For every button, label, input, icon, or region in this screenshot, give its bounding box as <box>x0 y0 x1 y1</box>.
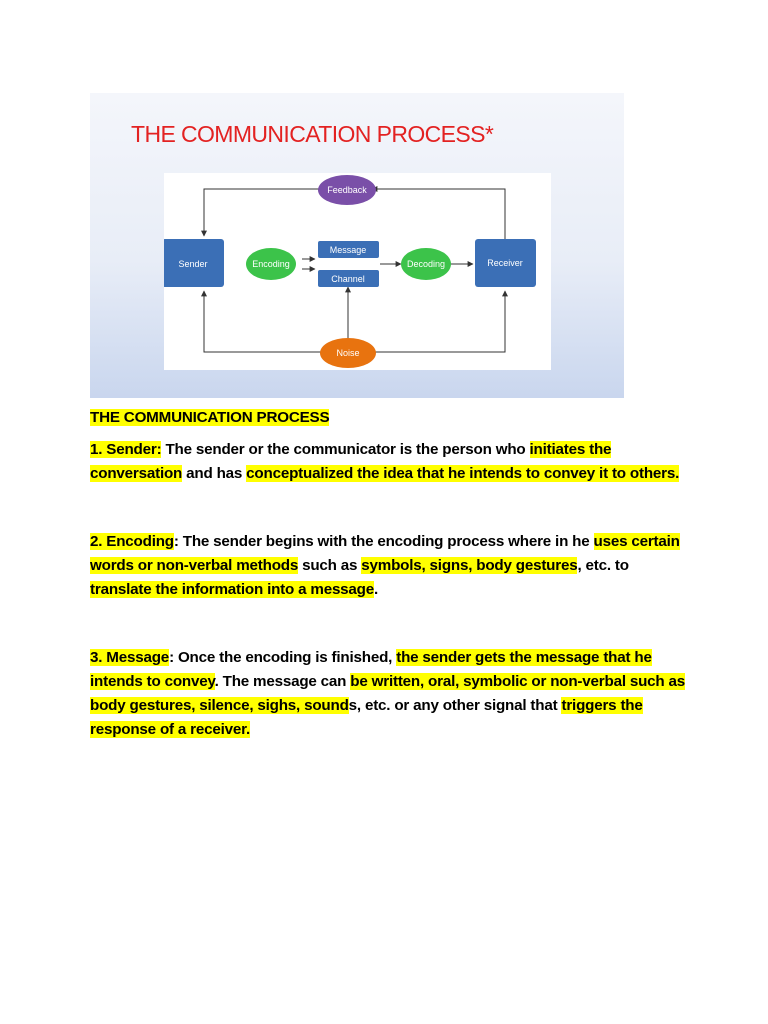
node-decoding-label: Decoding <box>406 259 446 269</box>
term-label: 3. Message <box>90 649 170 666</box>
arrow-noise-to-receiver <box>375 291 505 352</box>
paragraph-text: . <box>374 581 379 598</box>
node-decoding <box>401 248 451 280</box>
highlighted-text: triggers the response of a receiver. <box>90 697 643 738</box>
term-label: 1. Sender: <box>90 441 162 458</box>
paragraph-encoding <box>90 530 690 602</box>
communication-process-diagram <box>164 173 551 370</box>
paragraph-text: : The sender begins with the encoding process where in he <box>173 533 594 550</box>
node-channel-label: Channel <box>331 274 365 284</box>
node-encoding <box>246 248 296 280</box>
node-receiver-label: Receiver <box>487 258 523 268</box>
node-noise <box>320 338 376 368</box>
paragraph-text: and has <box>182 465 247 482</box>
diagram-svg <box>164 173 551 370</box>
highlighted-text: uses certain words or non-verbal methods <box>90 533 680 574</box>
section-heading-text: THE COMMUNICATION PROCESS <box>90 409 330 426</box>
highlighted-text: translate the information into a message <box>90 581 375 598</box>
node-noise-label: Noise <box>336 348 360 358</box>
arrow-feedback-to-sender <box>204 189 421 236</box>
paragraph-text: such as <box>298 557 362 574</box>
highlighted-text: the sender gets the message that he intends to convey <box>90 649 652 690</box>
node-message-label: Message <box>329 245 367 255</box>
paragraph-sender <box>90 438 690 486</box>
arrow-noise-to-sender <box>204 291 321 352</box>
document-body <box>90 406 690 742</box>
highlighted-text: conceptualized the idea that he intends to convey it to others. <box>246 465 680 482</box>
paragraph-message <box>90 646 690 742</box>
paragraph-text: s, etc. or any other signal that <box>348 697 562 714</box>
slide-title: THE COMMUNICATION PROCESS* <box>131 121 494 147</box>
node-receiver <box>475 239 536 287</box>
node-sender <box>164 239 224 287</box>
node-channel <box>318 270 379 287</box>
paragraph-text: . The message can <box>214 673 351 690</box>
node-encoding-label: Encoding <box>252 259 290 269</box>
node-sender-label: Sender <box>178 259 208 269</box>
paragraph-text: , etc. to <box>577 557 629 574</box>
paragraph-text: The sender or the communicator is the person who <box>161 441 530 458</box>
highlighted-text: be written, oral, symbolic or non-verbal such as body gestures, silence, sighs, sound <box>90 673 686 714</box>
paragraph-text: : Once the encoding is finished, <box>169 649 397 666</box>
node-feedback <box>318 175 376 205</box>
node-message <box>318 241 379 258</box>
highlighted-text: symbols, signs, body gestures <box>361 557 578 574</box>
arrow-receiver-to-feedback <box>372 189 505 240</box>
node-feedback-label: Feedback <box>327 185 367 195</box>
section-heading <box>90 406 690 430</box>
diagram-slide-image <box>90 93 624 398</box>
highlighted-text: initiates the conversation <box>90 441 612 482</box>
term-label: 2. Encoding <box>90 533 174 550</box>
